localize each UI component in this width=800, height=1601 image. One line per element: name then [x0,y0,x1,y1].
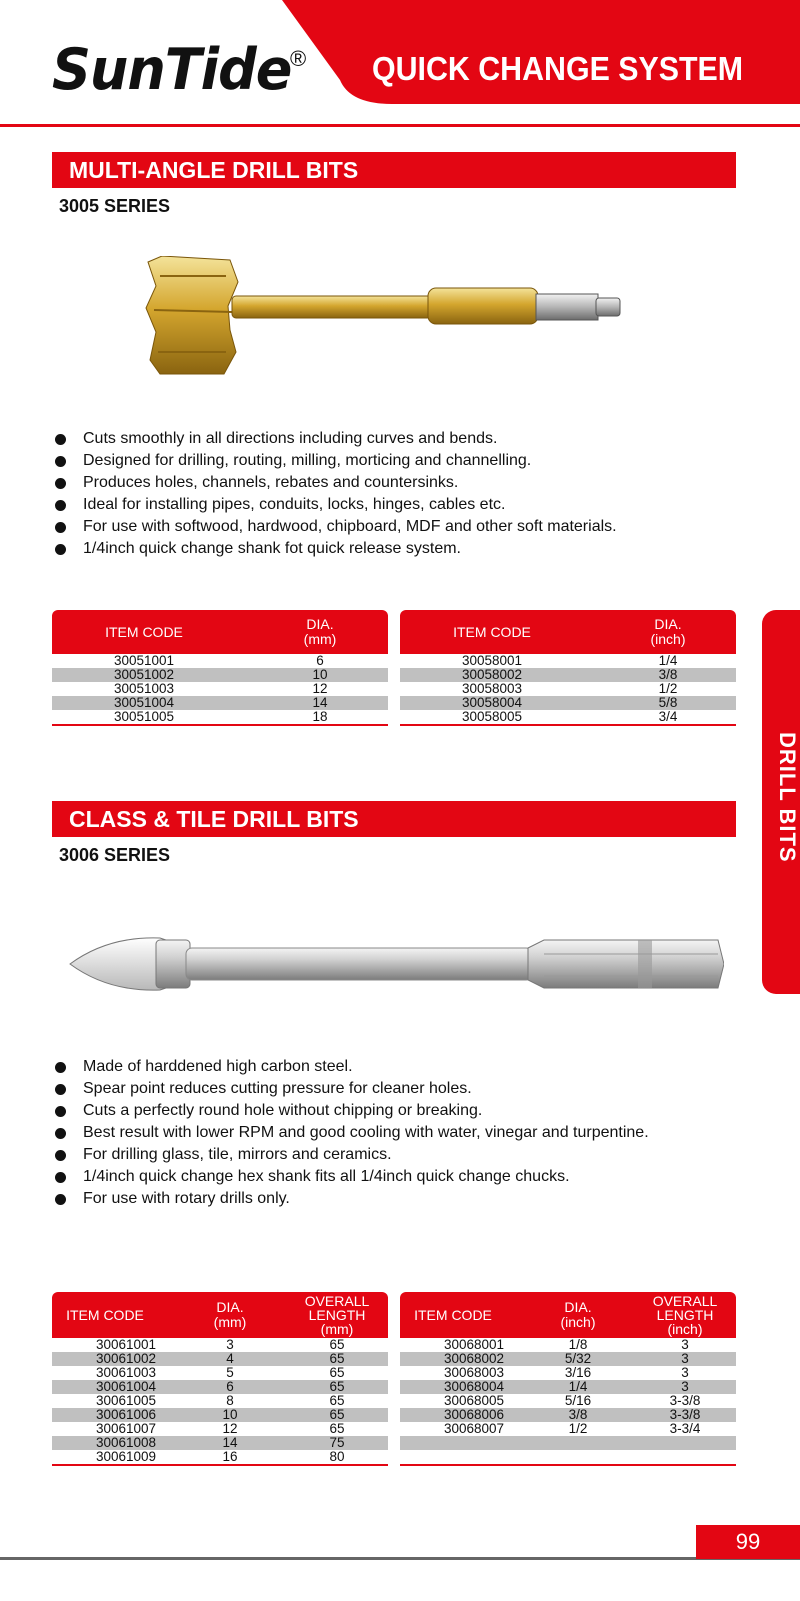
table-bottom-rule [400,1464,736,1466]
bullet-icon [55,1062,66,1073]
list-item: For use with rotary drills only. [52,1188,742,1210]
table-row: 30051003 12 [113,681,328,696]
feature-list [52,1056,742,1210]
bullet-icon [55,544,66,555]
table-row: 30068001 1/8 3 [443,1337,689,1352]
list-item: Cuts smoothly in all directions including curves and bends. [52,428,742,450]
glass-tile-drill-bit-image [68,930,724,998]
list-item: Best result with lower RPM and good cooling with water, vinegar and turpentine. [52,1122,742,1144]
bullet-icon [55,1106,66,1117]
bullet-icon [55,478,66,489]
table-row: 30061001 3 65 [95,1337,345,1352]
list-item: Produces holes, channels, rebates and countersinks. [52,472,742,494]
table-header [52,1292,388,1338]
column-header: DIA. (inch) [650,616,686,647]
spec-table-inch [400,610,736,726]
series-label: 3006 SERIES [59,845,171,865]
spec-table-inch [400,1292,736,1466]
column-header: ITEM CODE [66,1307,144,1323]
table-row: 30051005 18 [113,709,328,724]
table-row: 30058004 5/8 [400,696,736,710]
table-row: 30058005 3/4 [461,709,678,724]
table-header [400,1292,736,1338]
list-item: 1/4inch quick change hex shank fits all 1/4inch quick change chucks. [52,1166,742,1188]
section-title: CLASS & TILE DRILL BITS [69,806,359,832]
column-header: ITEM CODE [414,1307,492,1323]
table-row: 30058001 1/4 [461,653,678,668]
table-row: 30061006 10 65 [52,1408,388,1422]
table-header [52,610,388,654]
bullet-icon [55,500,66,511]
bullet-icon [55,522,66,533]
table-bottom-rule [400,724,736,726]
bullet-icon [55,1172,66,1183]
column-header: ITEM CODE [453,624,531,640]
bullet-icon [55,1150,66,1161]
list-item: Cuts a perfectly round hole without chipping or breaking. [52,1100,742,1122]
table-row: 30051004 14 [52,696,388,710]
table-row: 30068006 3/8 3-3/8 [400,1408,736,1422]
table-row: 30068007 1/2 3-3/4 [443,1421,701,1436]
side-tab-label: DRILL BITS [775,732,800,863]
list-item: Designed for drilling, routing, milling, morticing and channelling. [52,450,742,472]
column-header: OVERALL LENGTH (mm) [304,1293,370,1337]
table-bottom-rule [52,1464,388,1466]
section-title-bar [52,152,736,188]
table-row [400,1450,736,1464]
registered-mark: ® [290,46,307,71]
bullet-icon [55,456,66,467]
column-header: DIA. (mm) [303,616,337,647]
multi-angle-drill-bit-image [140,256,640,380]
section-title: MULTI-ANGLE DRILL BITS [69,157,359,183]
column-header: OVERALL LENGTH (inch) [652,1293,718,1337]
table-row: 30068002 5/32 3 [400,1352,736,1366]
spec-table-mm [52,1292,388,1466]
spec-table-mm [52,610,388,726]
category-side-tab [762,610,800,994]
header-divider [0,124,800,127]
table-row: 30061009 16 80 [95,1449,345,1464]
section-title-bar [52,801,736,837]
header-title: QUICK CHANGE SYSTEM [372,50,744,87]
table-row: 30068005 5/16 3-3/8 [443,1393,701,1408]
bullet-icon [55,1084,66,1095]
table-row: 30061002 4 65 [52,1352,388,1366]
table-row: 30068004 1/4 3 [400,1380,736,1394]
bullet-icon [55,434,66,445]
table-header [400,610,736,654]
series-label: 3005 SERIES [59,196,171,216]
table-row: 30058003 1/2 [461,681,678,696]
page-number: 99 [696,1525,800,1559]
table-row: 30061004 6 65 [52,1380,388,1394]
table-row [400,1436,736,1450]
list-item: For use with softwood, hardwood, chipboard, MDF and other soft materials. [52,516,742,538]
feature-list [52,428,742,560]
table-row: 30061005 8 65 [95,1393,345,1408]
column-header: DIA. (inch) [560,1299,596,1330]
bullet-icon [55,1194,66,1205]
list-item: Made of harddened high carbon steel. [52,1056,742,1078]
column-header: ITEM CODE [105,624,183,640]
table-row: 30061008 14 75 [52,1436,388,1450]
table-row: 30058002 3/8 [400,668,736,682]
table-row: 30061003 5 65 [95,1365,345,1380]
list-item: For drilling glass, tile, mirrors and ceramics. [52,1144,742,1166]
table-bottom-rule [52,724,388,726]
table-row: 30061007 12 65 [95,1421,345,1436]
table-row: 30051001 6 [113,653,324,668]
bullet-icon [55,1128,66,1139]
list-item: Spear point reduces cutting pressure for cleaner holes. [52,1078,742,1100]
table-row: 30068003 3/16 3 [443,1365,689,1380]
list-item: Ideal for installing pipes, conduits, locks, hinges, cables etc. [52,494,742,516]
brand-logo: SunTide [52,36,292,103]
footer-divider [0,1557,800,1560]
table-row: 30051002 10 [52,668,388,682]
list-item: 1/4inch quick change shank fot quick release system. [52,538,742,560]
column-header: DIA. (mm) [213,1299,247,1330]
page-header [0,0,800,130]
